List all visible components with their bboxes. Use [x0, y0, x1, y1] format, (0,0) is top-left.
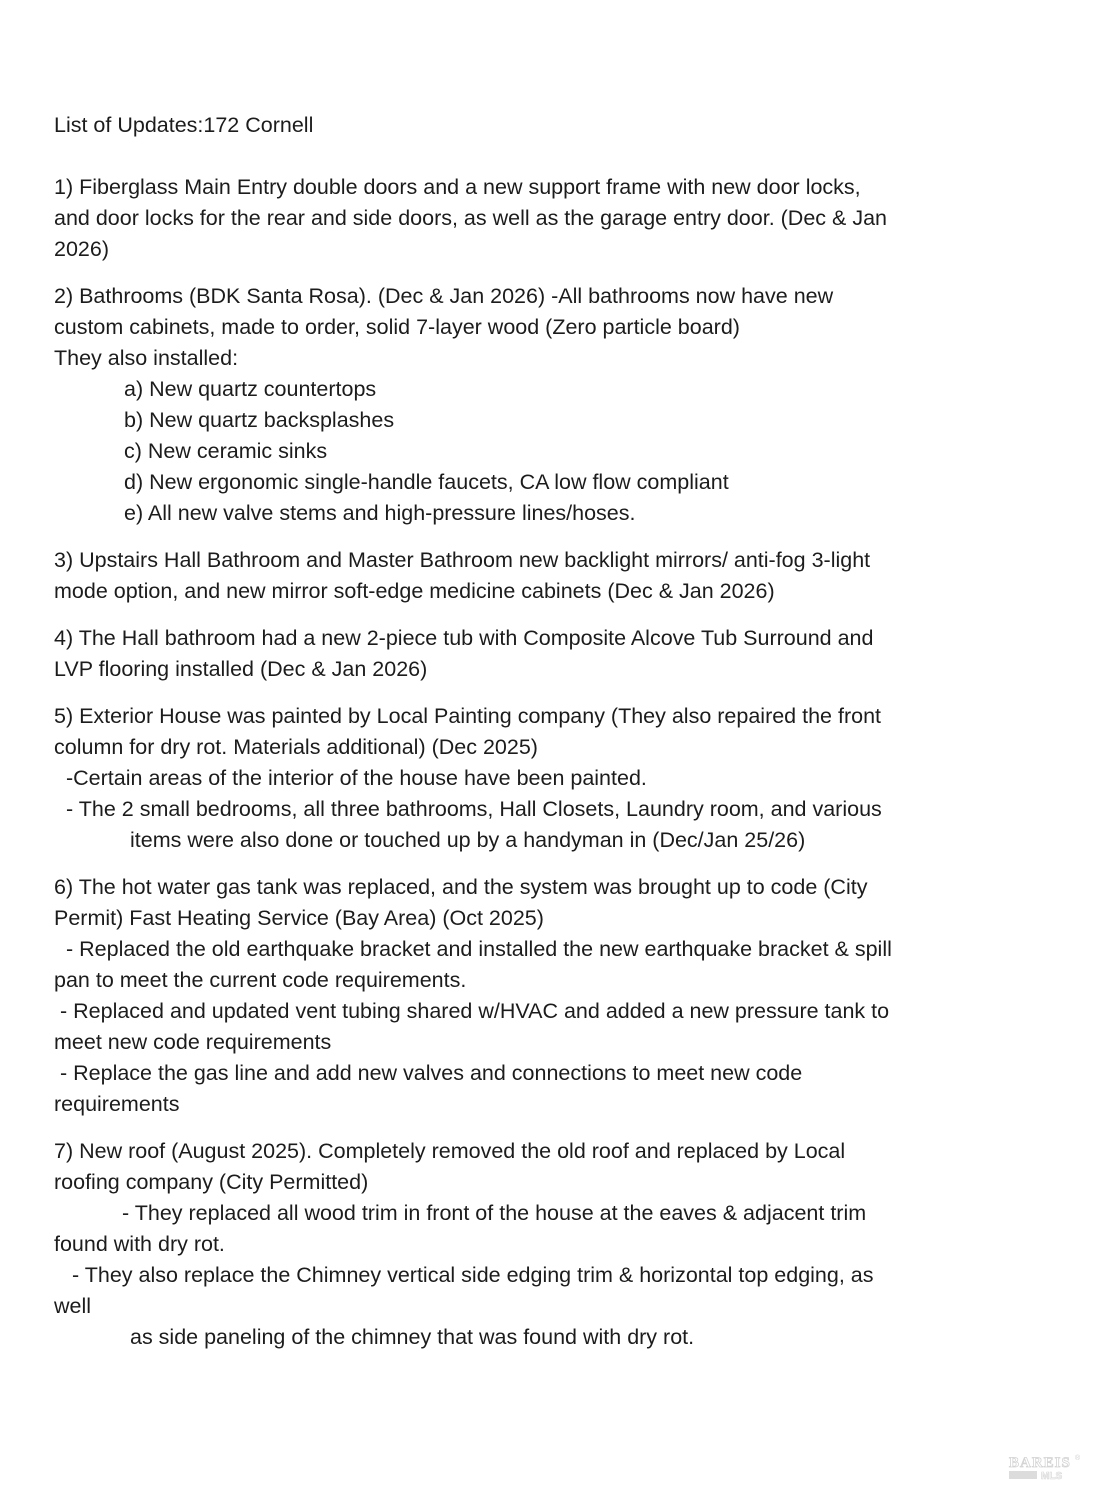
- item-1-line: and door locks for the rear and side doors, as well as the garage entry door. (Dec & Jan: [54, 206, 887, 230]
- item-5-note: -Certain areas of the interior of the house have been painted.: [66, 766, 647, 790]
- item-2-subitem: d) New ergonomic single-handle faucets, CA low flow compliant: [124, 470, 729, 494]
- update-item-4: [54, 623, 1054, 685]
- item-2-subitem: a) New quartz countertops: [124, 377, 377, 401]
- document-title: List of Updates:172 Cornell: [54, 113, 314, 137]
- item-2-subitem: b) New quartz backsplashes: [124, 408, 395, 432]
- update-item-3: [54, 545, 1054, 607]
- item-6-note: - Replaced the old earthquake bracket and installed the new earthquake bracket & spill: [66, 937, 892, 961]
- document: [54, 110, 1054, 1369]
- watermark-registered-mark: ®: [1075, 1455, 1081, 1462]
- item-6-note: - Replaced and updated vent tubing shared w/HVAC and added a new pressure tank to: [60, 999, 890, 1023]
- update-item-7: [54, 1136, 1054, 1353]
- update-item-2: [54, 281, 1054, 529]
- item-5-note-continued: items were also done or touched up by a handyman in (Dec/Jan 25/26): [130, 828, 806, 852]
- item-7-note: - They also replace the Chimney vertical side edging trim & horizontal top edging, as: [72, 1263, 874, 1287]
- watermark-text: BAREIS: [1009, 1455, 1071, 1471]
- item-7-note-continued: found with dry rot.: [54, 1232, 225, 1256]
- item-2-subitem: c) New ceramic sinks: [124, 439, 328, 463]
- item-4-line: 4) The Hall bathroom had a new 2-piece tub with Composite Alcove Tub Surround and: [54, 626, 874, 650]
- item-1-line: 1) Fiberglass Main Entry double doors and a new support frame with new door locks,: [54, 175, 861, 199]
- item-3-line: mode option, and new mirror soft-edge medicine cabinets (Dec & Jan 2026): [54, 579, 775, 603]
- item-6-note-continued: meet new code requirements: [54, 1030, 332, 1054]
- item-7-line: roofing company (City Permitted): [54, 1170, 369, 1194]
- item-6-line: 6) The hot water gas tank was replaced, and the system was brought up to code (City: [54, 875, 868, 899]
- watermark-bar: [1009, 1471, 1037, 1479]
- item-7-note-continued: as side paneling of the chimney that was found with dry rot.: [130, 1325, 695, 1349]
- item-2-line: 2) Bathrooms (BDK Santa Rosa). (Dec & Jan 2026) -All bathrooms now have new: [54, 284, 834, 308]
- item-5-line: column for dry rot. Materials additional) (Dec 2025): [54, 735, 538, 759]
- item-3-line: 3) Upstairs Hall Bathroom and Master Bathroom new backlight mirrors/ anti-fog 3-light: [54, 548, 871, 572]
- bareis-mls-watermark-logo: [1007, 1453, 1085, 1485]
- item-6-line: Permit) Fast Heating Service (Bay Area) (Oct 2025): [54, 906, 544, 930]
- item-1-line: 2026): [54, 237, 109, 261]
- item-5-line: 5) Exterior House was painted by Local Painting company (They also repaired the front: [54, 704, 881, 728]
- update-item-5: [54, 701, 1054, 856]
- item-6-note: - Replace the gas line and add new valves and connections to meet new code: [60, 1061, 803, 1085]
- update-item-6: [54, 872, 1054, 1120]
- item-7-line: 7) New roof (August 2025). Completely removed the old roof and replaced by Local: [54, 1139, 846, 1163]
- update-item-1: [54, 172, 1054, 265]
- item-4-line: LVP flooring installed (Dec & Jan 2026): [54, 657, 428, 681]
- item-7-note-continued: well: [54, 1294, 92, 1318]
- item-7-note: - They replaced all wood trim in front of the house at the eaves & adjacent trim: [122, 1201, 867, 1225]
- item-5-note: - The 2 small bedrooms, all three bathrooms, Hall Closets, Laundry room, and various: [66, 797, 882, 821]
- item-6-note-continued: pan to meet the current code requirements.: [54, 968, 467, 992]
- item-2-subitem: e) All new valve stems and high-pressure lines/hoses.: [124, 501, 636, 525]
- item-2-line: custom cabinets, made to order, solid 7-layer wood (Zero particle board): [54, 315, 740, 339]
- item-6-note-continued: requirements: [54, 1092, 180, 1116]
- item-2-line: They also installed:: [54, 346, 239, 370]
- watermark-sub-text: MLS: [1041, 1471, 1063, 1482]
